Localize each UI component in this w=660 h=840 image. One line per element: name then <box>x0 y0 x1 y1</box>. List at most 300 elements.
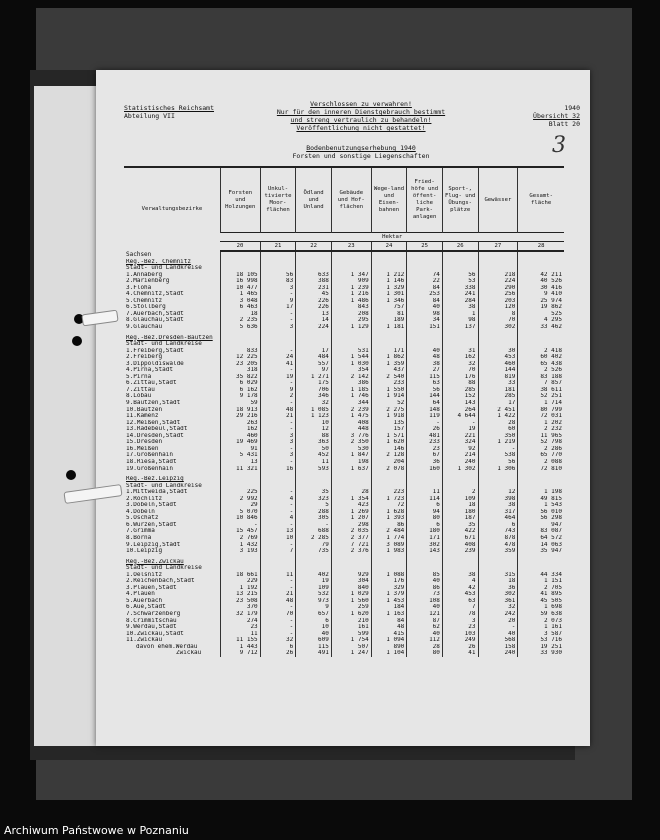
column-header: Unkul-tivierte Moor-flächen <box>260 167 296 233</box>
table-cell: 1 185 <box>331 387 371 394</box>
table-cell: 633 <box>296 272 332 279</box>
table-cell: 87 <box>407 618 443 625</box>
district-label: 2.Rochlitz <box>126 495 163 502</box>
office-name: Statistisches Reichsamt <box>124 104 215 112</box>
table-cell: 1 207 <box>331 515 371 522</box>
district-label: 4.Pirna,Stadt <box>126 367 173 374</box>
table-cell: 532 <box>296 591 332 598</box>
table-cell: 6 029 <box>220 380 260 387</box>
table-cell: 162 <box>442 354 478 361</box>
district-label: 12.Meißen,Stadt <box>126 419 181 426</box>
table-cell: 18 661 <box>220 572 260 579</box>
table-cell: 525 <box>518 311 564 318</box>
column-header: Fried-höfe und öffent-liche Park-anlagen <box>407 167 443 233</box>
table-cell: 240 <box>478 650 518 657</box>
table-cell: 1 620 <box>331 611 371 618</box>
table-cell: 11 321 <box>220 466 260 473</box>
table-cell: 22 <box>407 278 443 285</box>
table-cell: 3 <box>260 324 296 331</box>
table-cell: 59 638 <box>518 611 564 618</box>
table-cell: 688 <box>296 528 332 535</box>
table-cell: 363 <box>296 439 332 446</box>
district-label: 4.Plauen <box>126 591 155 598</box>
table-cell: 88 <box>296 433 332 440</box>
table-cell: 224 <box>478 278 518 285</box>
table-cell: 80 <box>407 650 443 657</box>
table-cell: 338 <box>442 285 478 292</box>
table-cell: 33 930 <box>518 650 564 657</box>
table-cell: 38 <box>442 572 478 579</box>
table-cell: 23 <box>442 624 478 631</box>
table-cell: 3 <box>260 452 296 459</box>
table-cell: 13 <box>260 528 296 535</box>
table-cell: 242 <box>478 611 518 618</box>
table-row <box>124 650 564 657</box>
table-cell: 1 202 <box>518 420 564 427</box>
table-cell: 143 <box>442 400 478 407</box>
district-label: 1.Mittweida,Stadt <box>126 489 188 496</box>
table-cell: 181 <box>478 387 518 394</box>
table-cell: 481 <box>407 433 443 440</box>
table-cell: 2 035 <box>331 528 371 535</box>
table-cell: 302 <box>478 324 518 331</box>
table-cell: 973 <box>296 598 332 605</box>
table-cell: 23 205 <box>220 361 260 368</box>
table-cell: 6 <box>407 522 443 529</box>
table-cell: 1 983 <box>371 548 407 555</box>
table-cell: 13 <box>220 459 260 466</box>
table-cell: 18 <box>478 578 518 585</box>
table-cell: 1 746 <box>331 393 371 400</box>
table-cell: 843 <box>331 304 371 311</box>
table-cell: 285 <box>442 387 478 394</box>
district-label: 9.Glauchau <box>126 324 163 331</box>
table-cell: 34 <box>407 317 443 324</box>
table-cell: 464 <box>478 515 518 522</box>
table-cell: 72 031 <box>518 413 564 420</box>
column-number: 28 <box>518 242 564 252</box>
table-cell: 74 <box>407 272 443 279</box>
table-cell: 6 463 <box>220 304 260 311</box>
table-cell: 253 <box>407 291 443 298</box>
table-cell: 176 <box>371 578 407 585</box>
table-cell: 1 723 <box>371 496 407 503</box>
table-cell: 388 <box>296 278 332 285</box>
table-cell: 42 <box>442 585 478 592</box>
table-cell: 239 <box>442 548 478 555</box>
table-cell: 73 <box>407 591 443 598</box>
table-cell: 70 <box>442 367 478 374</box>
table-cell: 3 776 <box>331 433 371 440</box>
district-label: 6.Aue,Stadt <box>126 604 166 611</box>
table-cell: 31 <box>442 348 478 355</box>
table-cell: 3 587 <box>518 631 564 638</box>
table-cell: 40 <box>296 631 332 638</box>
district-name <box>124 650 220 657</box>
table-cell: 423 <box>331 502 371 509</box>
table-cell: 3 <box>260 285 296 292</box>
table-cell: 23 <box>407 446 443 453</box>
table-cell: 32 <box>478 604 518 611</box>
table-cell: 346 <box>296 393 332 400</box>
table-cell: 2 232 <box>518 426 564 433</box>
table-cell: 226 <box>296 298 332 305</box>
table-cell: 65 770 <box>518 452 564 459</box>
table-cell: 84 <box>371 618 407 625</box>
district-label: Stadt- und Landkreise <box>126 565 202 572</box>
table-cell: 1 465 <box>220 291 260 298</box>
table-cell: 1 422 <box>478 413 518 420</box>
table-cell: 19 469 <box>220 439 260 446</box>
table-cell: 115 <box>407 374 443 381</box>
table-cell: 274 <box>220 618 260 625</box>
table-cell: 298 <box>331 522 371 529</box>
table-cell: 3 193 <box>220 548 260 555</box>
district-label: 10.Zwickau,Stadt <box>126 630 184 637</box>
table-cell: 180 <box>442 509 478 516</box>
table-cell: 1 301 <box>371 291 407 298</box>
table-cell: 318 <box>220 367 260 374</box>
table-cell: 45 505 <box>518 598 564 605</box>
table-cell: 78 <box>442 611 478 618</box>
district-label: 13.Radebeul,Stadt <box>126 426 188 433</box>
table-cell: 56 <box>442 272 478 279</box>
table-cell: 29 <box>220 502 260 509</box>
table-cell: 1 181 <box>371 324 407 331</box>
table-cell: 1 029 <box>331 591 371 598</box>
table-cell: 203 <box>478 298 518 305</box>
table-cell: - <box>260 618 296 625</box>
table-cell: 40 <box>478 631 518 638</box>
table-cell: 152 <box>442 393 478 400</box>
table-cell: 45 <box>296 291 332 298</box>
table-cell: 135 <box>371 420 407 427</box>
district-label: 2.Marienberg <box>126 278 170 285</box>
table-cell: 4 <box>260 496 296 503</box>
table-cell: 370 <box>220 604 260 611</box>
district-label: 4.Döbeln <box>126 508 155 515</box>
table-cell: 91 <box>220 446 260 453</box>
table-cell: 48 <box>260 598 296 605</box>
notice-line: und streng vertraulich zu behandeln! <box>290 116 432 124</box>
district-label: 1.Annaberg <box>126 271 163 278</box>
table-cell: 1 088 <box>371 572 407 579</box>
table-cell: 84 <box>407 285 443 292</box>
survey-title-block <box>246 144 476 160</box>
document-page <box>96 70 590 746</box>
table-cell: 81 <box>371 311 407 318</box>
table-cell: 38 <box>407 361 443 368</box>
table-cell: 354 <box>331 367 371 374</box>
table-cell: - <box>407 420 443 427</box>
table-cell: 233 <box>371 380 407 387</box>
table-cell: 80 799 <box>518 407 564 414</box>
table-cell: 53 <box>442 278 478 285</box>
table-cell: 1 146 <box>371 278 407 285</box>
column-header-row <box>124 167 564 233</box>
table-cell: 44 334 <box>518 572 564 579</box>
table-cell <box>296 251 332 259</box>
table-cell: 9 <box>296 604 332 611</box>
table-cell: 1 637 <box>331 466 371 473</box>
table-cell: 109 <box>442 496 478 503</box>
table-cell: 189 <box>371 317 407 324</box>
archive-watermark: Archiwum Państwowe w Poznaniu <box>4 824 189 837</box>
table-cell: 408 <box>442 542 478 549</box>
table-cell: 3 089 <box>371 542 407 549</box>
table-cell: 26 <box>442 644 478 651</box>
table-cell: 2 235 <box>220 317 260 324</box>
table-cell: 2 377 <box>331 535 371 542</box>
table-cell: 6 162 <box>220 387 260 394</box>
table-cell: 5 636 <box>220 324 260 331</box>
table-cell: 15 457 <box>220 528 260 535</box>
table-cell: 21 <box>260 413 296 420</box>
table-cell: 144 <box>407 393 443 400</box>
table-cell: 84 <box>407 298 443 305</box>
table-cell: - <box>260 502 296 509</box>
table-cell: - <box>260 420 296 427</box>
table-cell: 36 <box>478 585 518 592</box>
column-header: Forsten und Holzungen <box>220 167 260 233</box>
table-cell: 49 815 <box>518 496 564 503</box>
table-cell: 16 998 <box>220 278 260 285</box>
district-label: 7.Auerbach,Stadt <box>126 310 184 317</box>
table-cell: 609 <box>296 637 332 644</box>
district-label: 4.Chemnitz,Stadt <box>126 291 184 298</box>
table-cell: 256 <box>478 291 518 298</box>
table-cell: 19 <box>442 426 478 433</box>
table-cell: 264 <box>442 407 478 414</box>
table-cell: 1 216 <box>331 291 371 298</box>
table-cell: 10 846 <box>220 515 260 522</box>
table-cell: 214 <box>442 452 478 459</box>
table-cell: 9 712 <box>220 650 260 657</box>
table-cell: 10 477 <box>220 285 260 292</box>
table-cell: 1 271 <box>296 374 332 381</box>
district-label: 6.Zittau,Stadt <box>126 380 177 387</box>
table-cell: 40 526 <box>518 278 564 285</box>
table-cell: - <box>296 522 332 529</box>
table-cell: 302 <box>478 591 518 598</box>
table-cell: 2 451 <box>478 407 518 414</box>
table-cell: - <box>260 578 296 585</box>
district-label: 8.Glauchau,Stadt <box>126 317 184 324</box>
table-cell: 204 <box>371 459 407 466</box>
table-cell: 1 698 <box>518 604 564 611</box>
table-cell: 2 540 <box>371 374 407 381</box>
table-cell: 56 010 <box>518 509 564 516</box>
table-cell: 1 212 <box>371 272 407 279</box>
table-cell: 120 <box>478 304 518 311</box>
table-cell: 64 <box>407 400 443 407</box>
table-cell: 28 <box>331 489 371 496</box>
table-cell: 19 <box>260 374 296 381</box>
table-cell: 2 484 <box>371 528 407 535</box>
table-cell: 448 <box>331 426 371 433</box>
table-cell: 18 <box>442 502 478 509</box>
district-label: 8.Löbau <box>126 393 152 400</box>
table-cell: - <box>260 426 296 433</box>
table-cell: 23 508 <box>220 598 260 605</box>
table-cell: 32 <box>260 637 296 644</box>
table-cell: 119 <box>407 413 443 420</box>
table-cell: 2 078 <box>371 466 407 473</box>
table-cell: 890 <box>371 644 407 651</box>
table-cell: 437 <box>371 367 407 374</box>
table-cell: - <box>260 459 296 466</box>
table-cell: 83 188 <box>518 374 564 381</box>
table-cell: 27 <box>407 367 443 374</box>
table-cell: 35 947 <box>518 548 564 555</box>
table-cell: 2 376 <box>331 548 371 555</box>
survey-title: Bodenbenutzungserhebung 1940 <box>306 144 416 152</box>
table-cell: 2 073 <box>518 618 564 625</box>
table-cell: 9 410 <box>518 291 564 298</box>
table-cell: - <box>260 348 296 355</box>
sheet-overview: Übersicht 32 <box>533 112 580 120</box>
table-cell: 40 <box>407 604 443 611</box>
table-cell: 2 992 <box>220 496 260 503</box>
punch-hole <box>72 336 82 346</box>
table-cell: 28 <box>478 420 518 427</box>
district-label: Reg.-Bez. Chemnitz <box>126 258 192 265</box>
table-cell: 491 <box>296 650 332 657</box>
table-cell: 11 965 <box>518 433 564 440</box>
table-cell: 70 <box>260 611 296 618</box>
district-label: 3.Flöha <box>126 284 152 291</box>
table-cell: 1 914 <box>371 393 407 400</box>
district-label: Stadt- und Landkreise <box>126 265 202 272</box>
table-cell: 1 359 <box>371 361 407 368</box>
table-cell: - <box>260 446 296 453</box>
table-cell: 1 129 <box>331 324 371 331</box>
table-cell <box>371 251 407 259</box>
table-cell: 223 <box>371 489 407 496</box>
table-cell: 210 <box>331 618 371 625</box>
table-cell: 735 <box>296 548 332 555</box>
table-cell: 1 104 <box>371 650 407 657</box>
table-cell: 180 <box>407 528 443 535</box>
table-cell: 2 526 <box>518 367 564 374</box>
district-label: 6.Stollberg <box>126 304 166 311</box>
district-label: 16.Meißen <box>126 445 159 452</box>
table-cell: 6 <box>296 618 332 625</box>
table-cell: 743 <box>478 528 518 535</box>
sheet-year: 1940 <box>564 104 580 112</box>
district-label: 14.Dresden,Stadt <box>126 432 184 439</box>
unit-label: Hektar <box>220 233 564 242</box>
table-cell: 2 128 <box>371 452 407 459</box>
table-cell: 6 <box>407 502 443 509</box>
table-cell: - <box>260 367 296 374</box>
table-cell: 231 <box>296 285 332 292</box>
table-cell: 148 <box>407 407 443 414</box>
table-cell: 304 <box>331 578 371 585</box>
district-label: 9.Werdau,Stadt <box>126 624 177 631</box>
table-cell: 9 <box>260 387 296 394</box>
table-cell: 2 285 <box>296 535 332 542</box>
table-cell: 317 <box>478 509 518 516</box>
table-cell: - <box>260 624 296 631</box>
table-cell: - <box>478 624 518 631</box>
table-cell: 284 <box>442 298 478 305</box>
table-cell: 1 <box>442 311 478 318</box>
table-cell: 52 251 <box>518 393 564 400</box>
table-cell: 531 <box>331 348 371 355</box>
table-cell: 143 <box>407 548 443 555</box>
table-cell: - <box>260 489 296 496</box>
table-cell: 32 179 <box>220 611 260 618</box>
table-cell: 10 <box>296 624 332 631</box>
confidentiality-notice <box>246 100 476 132</box>
table-cell: 3 048 <box>220 298 260 305</box>
table-cell: 35 <box>296 489 332 496</box>
table-cell: - <box>260 522 296 529</box>
table-cell: 422 <box>442 528 478 535</box>
table-cell: 909 <box>331 278 371 285</box>
table-cell: 2 418 <box>518 348 564 355</box>
column-header: Gesamt-fläche <box>518 167 564 233</box>
table-cell: 41 895 <box>518 591 564 598</box>
table-cell: 83 087 <box>518 528 564 535</box>
table-cell: 18 913 <box>220 407 260 414</box>
table-cell: 1 550 <box>371 387 407 394</box>
table-cell: 2 088 <box>518 459 564 466</box>
table-cell: 1 247 <box>331 650 371 657</box>
table-cell: 115 <box>296 644 332 651</box>
table-cell: 83 <box>260 278 296 285</box>
column-header: Gewässer <box>478 167 518 233</box>
table-cell: 840 <box>331 585 371 592</box>
table-cell: 452 <box>296 452 332 459</box>
table-cell: 98 <box>407 311 443 318</box>
table-cell: 19 251 <box>518 644 564 651</box>
table-cell: 98 <box>442 317 478 324</box>
district-label: 3.Plauen,Stadt <box>126 584 177 591</box>
table-cell: 72 810 <box>518 466 564 473</box>
table-cell: 7 857 <box>518 380 564 387</box>
table-cell: - <box>260 380 296 387</box>
table-cell: 819 <box>478 374 518 381</box>
district-label: Reg.-Bez.Leipzig <box>126 476 184 483</box>
table-cell: 30 416 <box>518 285 564 292</box>
district-label: 3.Dippoldiswalde <box>126 360 184 367</box>
table-cell: 1 453 <box>371 598 407 605</box>
column-number: 24 <box>371 242 407 252</box>
notice-line: Verschlossen zu verwahren! <box>310 100 412 108</box>
table-cell <box>220 251 260 259</box>
table-cell: 14 063 <box>518 542 564 549</box>
district-label: Zwickau <box>176 650 202 657</box>
district-label: 9.Bautzen,Stadt <box>126 400 181 407</box>
name-column-header: Verwaltungsbezirke <box>124 167 220 251</box>
handwritten-page-number: 3 <box>552 133 566 158</box>
table-cell: 288 <box>296 509 332 516</box>
table-cell: 224 <box>296 324 332 331</box>
table-cell: 10 <box>296 420 332 427</box>
table-cell: 4 <box>442 578 478 585</box>
table-cell: 32 <box>296 400 332 407</box>
table-cell: 21 <box>260 591 296 598</box>
table-cell: 460 <box>478 361 518 368</box>
table-cell: 112 <box>407 637 443 644</box>
table-cell: 1 774 <box>371 535 407 542</box>
table-cell: 2 705 <box>518 585 564 592</box>
table-cell: 175 <box>296 380 332 387</box>
table-cell: 80 <box>407 515 443 522</box>
table-cell: 7 <box>442 604 478 611</box>
